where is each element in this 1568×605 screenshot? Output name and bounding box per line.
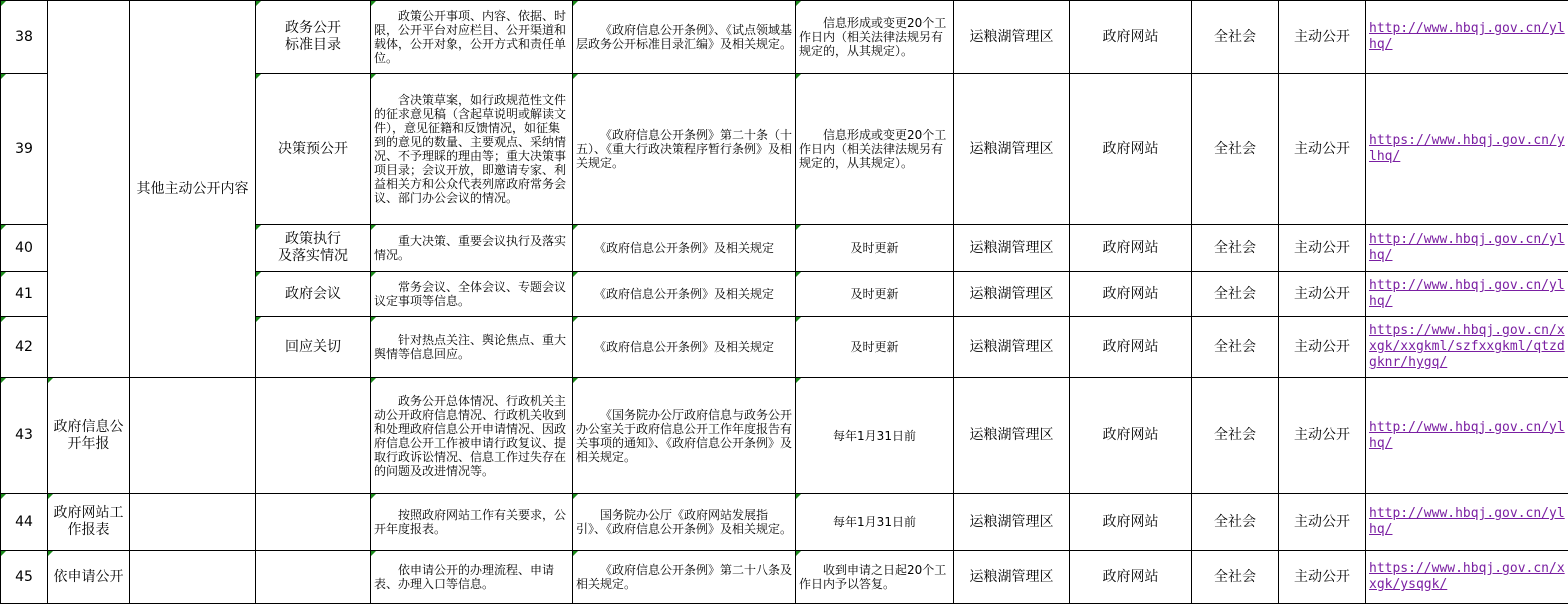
- mode-cell: 主动公开: [1279, 74, 1366, 225]
- subcategory-cell: 决策预公开: [256, 74, 371, 225]
- basis-cell: 《政府信息公开条例》及相关规定: [573, 225, 796, 272]
- section-cell: [130, 551, 256, 604]
- table-row: [1, 1, 1568, 74]
- mode-cell: 主动公开: [1279, 551, 1366, 604]
- row-number: 38: [1, 1, 48, 74]
- row-number: 42: [1, 317, 48, 378]
- content-cell: 政务公开总体情况、行政机关主动公开政府信息情况、行政机关收到和处理政府信息公开申请情况、因政府信息公开工作被申请行政复议、提取行政诉讼情况、信息工作过失存在的问题及改进情况等。: [371, 378, 573, 494]
- content-cell: 政策公开事项、内容、依据、时限，公开平台对应栏目、公开渠道和载体，公开对象，公开方式和责任单位。: [371, 1, 573, 74]
- audience-cell: 全社会: [1192, 74, 1279, 225]
- basis-cell: 《政府信息公开条例》及相关规定: [573, 272, 796, 317]
- content-cell: 重大决策、重要会议执行及落实情况。: [371, 225, 573, 272]
- basis-cell: 《国务院办公厅政府信息与政务公开办公室关于政府信息公开工作年度报告有关事项的通知》、《政府信息公开条例》及相关规定。: [573, 378, 796, 494]
- channel-cell: 政府网站: [1070, 317, 1192, 378]
- timing-cell: 收到申请之日起20个工作日内予以答复。: [796, 551, 954, 604]
- subcategory-cell: [256, 1, 371, 74]
- url-link[interactable]: http://www.hbqj.gov.cn/ylhq/: [1366, 225, 1568, 272]
- category-cell: 政府信息公开年报: [48, 378, 130, 494]
- row-number: 39: [1, 74, 48, 225]
- unit-cell: 运粮湖管理区: [954, 225, 1070, 272]
- subcategory-line2: 标准目录: [285, 37, 341, 53]
- mode-cell: 主动公开: [1279, 272, 1366, 317]
- audience-cell: 全社会: [1192, 494, 1279, 551]
- subcategory-line2: 及落实情况: [278, 248, 348, 264]
- category-cell: [48, 1, 130, 378]
- url-link[interactable]: http://www.hbqj.gov.cn/ylhq/: [1366, 494, 1568, 551]
- unit-cell: 运粮湖管理区: [954, 317, 1070, 378]
- table-row: [1, 494, 1568, 551]
- content-cell: 针对热点关注、舆论焦点、重大舆情等信息回应。: [371, 317, 573, 378]
- basis-cell: 《政府信息公开条例》及相关规定: [573, 317, 796, 378]
- channel-cell: 政府网站: [1070, 225, 1192, 272]
- subcategory-cell: [256, 494, 371, 551]
- row-number: 41: [1, 272, 48, 317]
- content-cell: 含决策草案，如行政规范性文件的征求意见稿（含起草说明或解读文件），意见征籍和反馈情况，如征集到的意见的数量、主要观点、采纳情况、不予理睬的理由等；重大决策事项目录；会议开放，即邀请专家、利益相关方和公众代表列席政府常务会议、部门办公会议的情况。: [371, 74, 573, 225]
- channel-cell: 政府网站: [1070, 551, 1192, 604]
- unit-cell: 运粮湖管理区: [954, 378, 1070, 494]
- timing-cell: 及时更新: [796, 225, 954, 272]
- audience-cell: 全社会: [1192, 551, 1279, 604]
- channel-cell: 政府网站: [1070, 378, 1192, 494]
- timing-cell: 信息形成或变更20个工作日内（相关法律法规另有规定的，从其规定）。: [796, 1, 954, 74]
- audience-cell: 全社会: [1192, 1, 1279, 74]
- mode-cell: 主动公开: [1279, 494, 1366, 551]
- audience-cell: 全社会: [1192, 378, 1279, 494]
- basis-cell: 《政府信息公开条例》第二十条（十五）、《重大行政决策程序暂行条例》及相关规定。: [573, 74, 796, 225]
- subcategory-cell: [256, 551, 371, 604]
- content-cell: 常务会议、全体会议、专题会议议定事项等信息。: [371, 272, 573, 317]
- row-number: 40: [1, 225, 48, 272]
- unit-cell: 运粮湖管理区: [954, 551, 1070, 604]
- mode-cell: 主动公开: [1279, 1, 1366, 74]
- content-cell: 按照政府网站工作有关要求，公开年度报表。: [371, 494, 573, 551]
- url-link[interactable]: http://www.hbqj.gov.cn/ylhq/: [1366, 272, 1568, 317]
- channel-cell: 政府网站: [1070, 494, 1192, 551]
- channel-cell: 政府网站: [1070, 74, 1192, 225]
- timing-cell: 及时更新: [796, 317, 954, 378]
- basis-cell: 国务院办公厅《政府网站发展指引》、《政府信息公开条例》及相关规定。: [573, 494, 796, 551]
- audience-cell: 全社会: [1192, 317, 1279, 378]
- unit-cell: 运粮湖管理区: [954, 1, 1070, 74]
- section-cell: [130, 378, 256, 494]
- mode-cell: 主动公开: [1279, 378, 1366, 494]
- section-label: 其他主动公开内容: [130, 1, 256, 378]
- url-link[interactable]: https://www.hbqj.gov.cn/ylhq/: [1366, 74, 1568, 225]
- row-number: 44: [1, 494, 48, 551]
- basis-cell: 《政府信息公开条例》、《试点领域基层政务公开标准目录汇编》及相关规定。: [573, 1, 796, 74]
- unit-cell: 运粮湖管理区: [954, 272, 1070, 317]
- subcategory-cell: 政府会议: [256, 272, 371, 317]
- url-link[interactable]: https://www.hbqj.gov.cn/xxgk/xxgkml/szfxxgkml/qtzdgknr/hygq/: [1366, 317, 1568, 378]
- unit-cell: 运粮湖管理区: [954, 74, 1070, 225]
- table-row: [1, 378, 1568, 494]
- mode-cell: 主动公开: [1279, 317, 1366, 378]
- channel-cell: 政府网站: [1070, 1, 1192, 74]
- subcategory-cell: 回应关切: [256, 317, 371, 378]
- timing-cell: 及时更新: [796, 272, 954, 317]
- timing-cell: 每年1月31日前: [796, 378, 954, 494]
- mode-cell: 主动公开: [1279, 225, 1366, 272]
- subcategory-cell: [256, 378, 371, 494]
- section-cell: [130, 494, 256, 551]
- row-number: 43: [1, 378, 48, 494]
- url-link[interactable]: https://www.hbqj.gov.cn/xxgk/ysqgk/: [1366, 551, 1568, 604]
- audience-cell: 全社会: [1192, 225, 1279, 272]
- timing-cell: 每年1月31日前: [796, 494, 954, 551]
- timing-cell: 信息形成或变更20个工作日内（相关法律法规另有规定的，从其规定）。: [796, 74, 954, 225]
- subcategory-cell: [256, 225, 371, 272]
- url-link[interactable]: http://www.hbqj.gov.cn/ylhq/: [1366, 1, 1568, 74]
- category-cell: 依申请公开: [48, 551, 130, 604]
- channel-cell: 政府网站: [1070, 272, 1192, 317]
- url-link[interactable]: http://www.hbqj.gov.cn/ylhq/: [1366, 378, 1568, 494]
- audience-cell: 全社会: [1192, 272, 1279, 317]
- row-number: 45: [1, 551, 48, 604]
- table-row: [1, 551, 1568, 604]
- subcategory-line1: 政策执行: [285, 231, 341, 247]
- basis-cell: 《政府信息公开条例》第二十八条及相关规定。: [573, 551, 796, 604]
- category-cell: 政府网站工作报表: [48, 494, 130, 551]
- subcategory-line1: 政务公开: [285, 20, 341, 36]
- content-cell: 依申请公开的办理流程、申请表、办理入口等信息。: [371, 551, 573, 604]
- unit-cell: 运粮湖管理区: [954, 494, 1070, 551]
